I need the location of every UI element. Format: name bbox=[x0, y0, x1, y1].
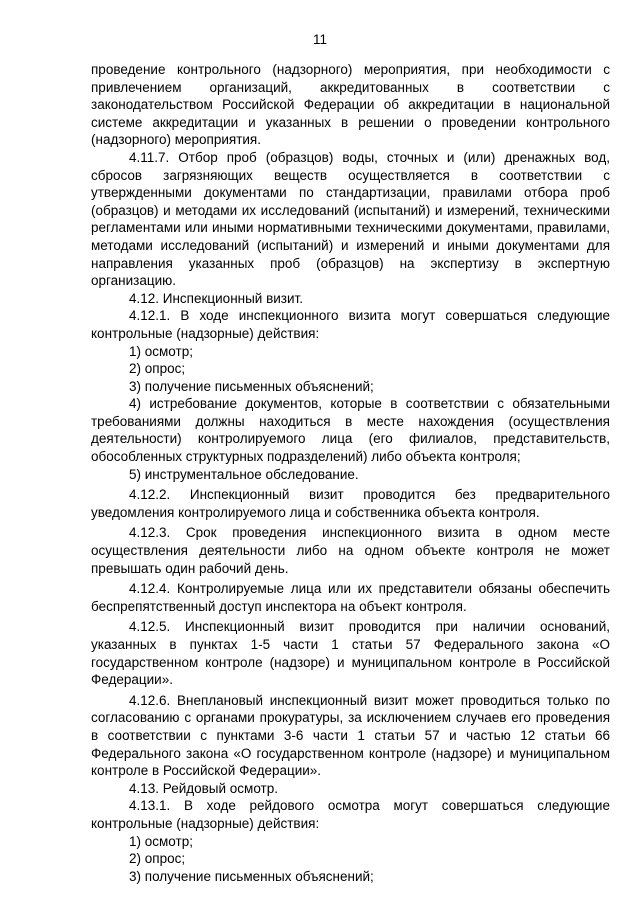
document-body bbox=[91, 61, 610, 885]
paragraph-4-12-1: 4.12.1. В ходе инспекционного визита могут совершаться следующие контрольные (надзорные) действия: bbox=[91, 308, 610, 341]
list-item-document-request: 4) истребование документов, которые в соответствии с обязательными требованиями должны находиться в месте нахождения (осуществления деятельности) контролируемого лица (его филиалов, представительств, обособленных структурных подразделений) либо объекта контроля; bbox=[91, 396, 610, 465]
list-item-instrumental-examination: 5) инструментальное обследование. bbox=[129, 466, 359, 482]
list-item-written-explanations: 3) получение письменных объяснений; bbox=[129, 378, 374, 394]
page-number: 11 bbox=[312, 32, 327, 47]
paragraph-4-12-5: 4.12.5. Инспекционный визит проводится при наличии оснований, указанных в пунктах 1-5 части 1 статьи 57 Федерального закона «О государственном контроле (надзоре) и муниципальном контроле в Российской Федерации». bbox=[91, 619, 610, 688]
list-item-survey-2: 2) опрос; bbox=[129, 851, 186, 867]
paragraph-4-12-4: 4.12.4. Контролируемые лица или их представители обязаны обеспечить беспрепятственный доступ инспектора на объект контроля. bbox=[91, 581, 610, 614]
list-item-inspection: 1) осмотр; bbox=[129, 343, 193, 359]
paragraph-4-12-3: 4.12.3. Срок проведения инспекционного визита в одном месте осуществления деятельности либо на одном объекте контроля не может превышать один рабочий день. bbox=[91, 525, 610, 576]
list-item-inspection-2: 1) осмотр; bbox=[129, 833, 193, 849]
list-item-survey: 2) опрос; bbox=[129, 361, 186, 377]
list-item-written-explanations-2: 3) получение письменных объяснений; bbox=[129, 868, 374, 884]
paragraph-4-12-2: 4.12.2. Инспекционный визит проводится без предварительного уведомления контролируемого лица и собственника объекта контроля. bbox=[91, 487, 610, 520]
paragraph-4-12-6: 4.12.6. Внеплановый инспекционный визит может проводиться только по согласованию с органами прокуратуры, за исключением случаев его проведения в соответствии с пунктами 3-6 части 1 статьи 57 и частью 12 статьи 66 Федерального закона «О государственном контроле (надзоре) и муниципальном контроле в Российской Федерации». bbox=[91, 692, 610, 779]
heading-4-12: 4.12. Инспекционный визит. bbox=[129, 290, 303, 306]
paragraph-4-13-1: 4.13.1. В ходе рейдового осмотра могут совершаться следующие контрольные (надзорные) действия: bbox=[91, 798, 610, 831]
heading-4-13: 4.13. Рейдовый осмотр. bbox=[129, 780, 278, 796]
paragraph-continuation: проведение контрольного (надзорного) мероприятия, при необходимости с привлечением организаций, аккредитованных в соответствии с законодательством Российской Федерации об аккредитации в национальной системе аккредитации и указанных в решении о проведении контрольного (надзорного) мероприятия. bbox=[91, 62, 610, 148]
paragraph-4-11-7: 4.11.7. Отбор проб (образцов) воды, сточных и (или) дренажных вод, сбросов загрязняющих веществ осуществляется в соответствии с утвержденными документами по стандартизации, правилами отбора проб (образцов) и методами их исследований (испытаний) и измерений, техническими регламентами или иными нормативными техническими документами, правилами, методами исследований (испытаний) и измерений и иными документами для направления указанных проб (образцов) на экспертизу в экспертную организацию. bbox=[91, 149, 610, 289]
